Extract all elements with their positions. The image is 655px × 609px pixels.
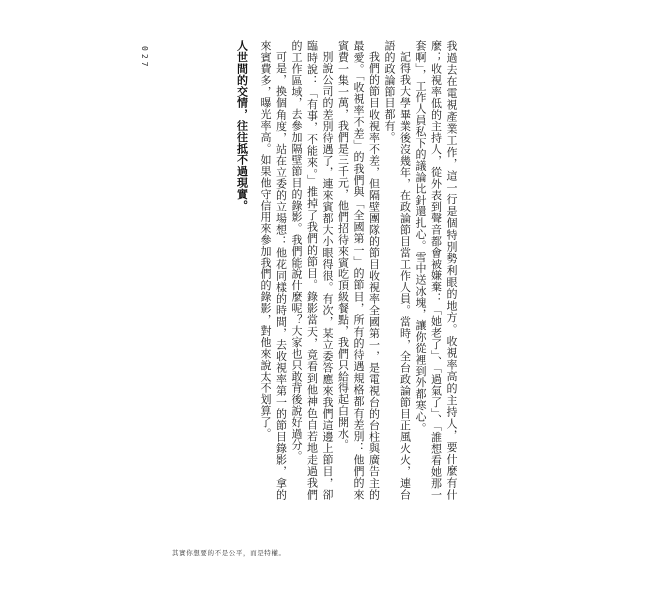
body-text (234, 40, 459, 500)
key-sentence: 人世間的交情，往往抵不過現實。 (235, 40, 249, 211)
paragraph-1: 人，要什麼有什麼；收視率低的主持人，從外表到聲音都會被嫌棄：「她老了」、「過氣了」、「誰想看她那一套啊」，工作人員私下的議論比針還扎心。雪中送冰塊，讓你從裡到外都寒心。 (414, 40, 458, 500)
paragraph-3: 我們的節目收視率不差，但隔壁團隊的節目收視率全國第一，是電視台的台柱與廣告主的最愛。「收視率不差」的我們與「全國第一」的節目，所有的待遇規格都有差別：他們的來賓費一集一萬，我們是三千元，他們招待來賓吃頂級餐點，我們只給得起白開水。 (336, 40, 381, 500)
paragraph-4: 別說公司的差別待遇了，連來賓都大小眼得很。有次，某立委答應來我們這邊上節目，卻臨時說：「有事，不能來。」推掉了我們的節目。錄影當天，竟看到他神色自若地走過我們的工作區域，去參加隔壁節目的錄影。我們能說什麼呢？大家也只敢背後說好過分。 (290, 40, 334, 500)
paragraph-2: 記得我大學畢業後沒幾年，在政論節目當工作人員。當時，全台政論節目正風火火，連台語的政論節目都有。 (383, 40, 412, 500)
running-footer: 其實你想要的不是公平，而是特權。 (172, 549, 286, 557)
page-number: 027 (140, 46, 149, 70)
paragraph-5: 可是，換個角度，站在立委的立場想：他花同樣的時間，去收視率第一的節目錄影，拿的來賓費多，曝光率高。如果他守信用來參加我們的錄影，對他來說太不划算了。 (259, 40, 288, 500)
opening-line: 我過去在電視產業工作，這一行是個特別勢利眼的地方。收視率高的主持 (445, 40, 458, 418)
